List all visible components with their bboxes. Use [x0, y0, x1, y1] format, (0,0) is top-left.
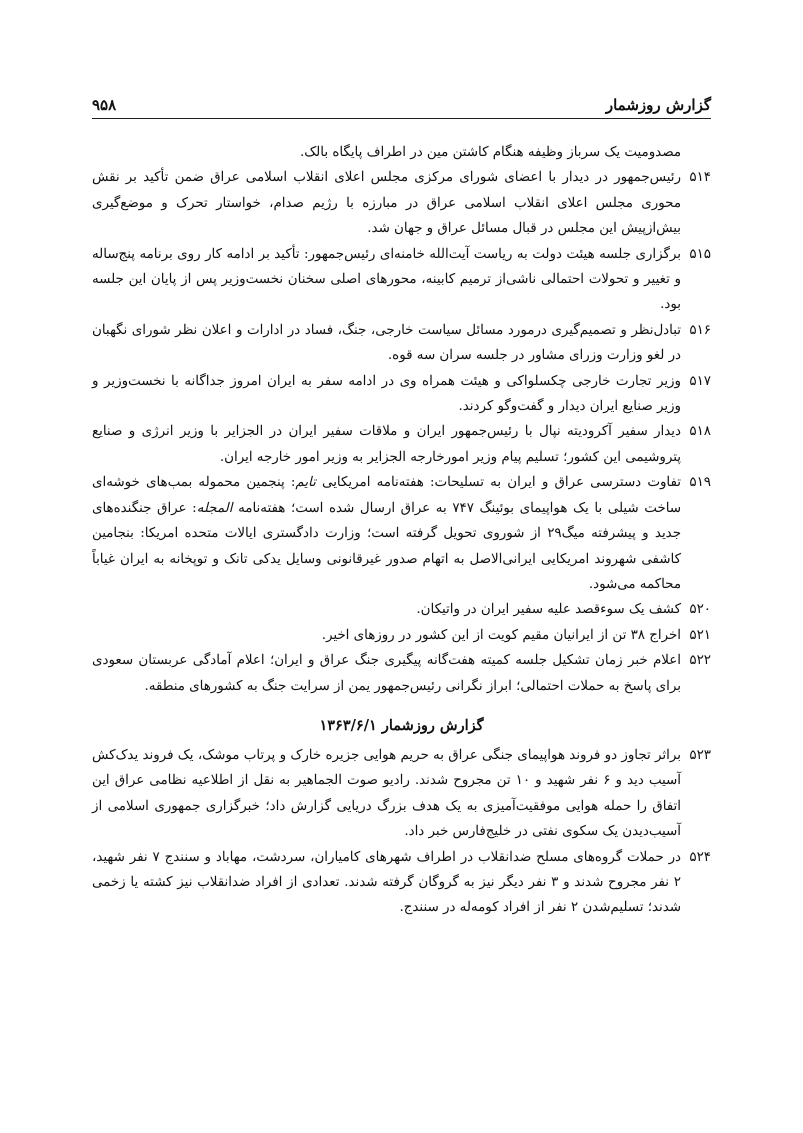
publication-name: تایم — [295, 475, 316, 491]
entry-text-part: تفاوت دسترسی عراق و ایران به تسلیحات: هفته‌نامه امریکایی — [315, 475, 681, 491]
entry-text: اعلام خبر زمان تشکیل جلسه کمیته هفت‌گانه پیگیری جنگ عراق و ایران؛ اعلام آمادگی عربستان سعودی برای پاسخ به حملات احتمالی؛ ابراز نگرانی رئیس‌جمهور یمن از سرایت جنگ به کشورهای منطقه. — [92, 653, 682, 694]
entry-520 — [92, 597, 711, 622]
page-header — [92, 88, 711, 114]
entry-number: ۵۲۴ — [689, 849, 711, 865]
entry-text-part: : پنجمین محموله بمب‌های خوشه‌ای ساخت شیلی با یک هواپیمای بوئینگ ۷۴۷ به عراق ارسال شده است؛ هفته‌نامه — [92, 475, 681, 516]
entry-text: کشف یک سوءقصد علیه سفیر ایران در واتیکان. — [416, 602, 681, 618]
entry-number: ۵۱۵ — [689, 246, 711, 262]
header-divider — [92, 118, 711, 119]
entry-text: اخراج ۳۸ تن از ایرانیان مقیم کویت از این کشور در روزهای اخیر. — [321, 627, 681, 643]
entry-number: ۵۱۹ — [689, 475, 711, 491]
entry-517 — [92, 369, 711, 420]
entry-523 — [92, 743, 711, 845]
entry-514 — [92, 165, 711, 241]
entry-number: ۵۱۶ — [689, 322, 711, 338]
running-title: گزارش روزشمار — [605, 96, 711, 114]
section-heading: گزارش روزشمار ۱۳۶۳/۶/۱ — [319, 716, 484, 734]
entry-text: برگزاری جلسه هیئت دولت به ریاست آیت‌الله خامنه‌ای رئیس‌جمهور: تأکید بر ادامه کار روی برنامه پنج‌ساله و تغییر و تحولات احتمالی ناشی‌از ترمیم کابینه، محورهای اصلی سخنان نخست‌وزیر پس از پایان این جلسه بود. — [92, 246, 681, 313]
entry-519 — [92, 470, 711, 597]
entry-513-continuation — [92, 140, 711, 165]
entry-524 — [92, 845, 711, 921]
entry-number: ۵۱۷ — [689, 373, 711, 389]
entry-text: مصدومیت یک سرباز وظیفه هنگام کاشتن مین در اطراف پایگاه بالک. — [299, 145, 681, 160]
entry-522 — [92, 648, 711, 699]
document-body — [92, 140, 711, 921]
entry-number: ۵۲۰ — [689, 602, 711, 618]
entry-515 — [92, 242, 711, 318]
entry-text-part: : عراق جنگنده‌های جدید و پیشرفته میگ۲۹ از شوروی تحویل گرفته است؛ وزارت دادگستری ایالات متحده امریکا: بنجامین کاشفی شهروند امریکایی ایرانی‌الاصل به اتهام صدور غیرقانونی وسایل یدکی تانک و توپخانه به ایران غیاباً محاکمه می‌شود. — [92, 500, 681, 592]
entry-number: ۵۱۸ — [689, 424, 711, 440]
entry-number: ۵۲۲ — [689, 653, 711, 669]
entry-text: دیدار سفیر آکرودیته نپال با رئیس‌جمهور ایران و ملاقات سفیر ایران در الجزایر با وزیر انرژی و صنایع پتروشیمی این کشور؛ تسلیم پیام وزیر امورخارجه الجزایر به وزیر امور خارجه ایران. — [92, 424, 681, 465]
entry-number: ۵۲۳ — [689, 747, 711, 763]
entry-number: ۵۱۴ — [689, 170, 711, 186]
publication-name: المجله — [196, 500, 233, 516]
entry-number: ۵۲۱ — [689, 627, 711, 643]
entry-text: رئیس‌جمهور در دیدار با اعضای شورای مرکزی مجلس اعلای انقلاب اسلامی عراق ضمن تأکید بر نقش محوری مجلس اعلای انقلاب اسلامی عراق در مبارزه با رژیم صدام، خواستار تحرک و موضع‌گیری بیش‌ازپیش این مجلس در قبال مسائل عراق و جهان شد. — [92, 170, 681, 237]
entry-516 — [92, 318, 711, 369]
entry-text: در حملات گروه‌های مسلح ضدانقلاب در اطراف شهرهای کامیاران، سردشت، مهاباد و سنندج ۷ نفر شهید، ۲ نفر مجروح شدند و ۳ نفر دیگر نیز به گروگان گرفته شدند. تعدادی از افراد ضدانقلاب نیز کشته یا زخمی شدند؛ تسلیم‌شدن ۲ نفر از افراد کومه‌له در سنندج. — [92, 849, 681, 916]
entry-text: براثر تجاوز دو فروند هواپیمای جنگی عراق به حریم هوایی جزیره خارک و پرتاب موشک، یک فروند یدک‌کش آسیب دید و ۶ نفر شهید و ۱۰ تن مجروح شدند. رادیو صوت الجماهیر به نقل از اطلاعیه نظامی عراق این اتفاق را حمله هوایی موفقیت‌آمیزی به یک هدف بزرگ دریایی گزارش داد؛ خبرگزاری جمهوری اسلامی از آسیب‌دیدن یک سکوی نفتی در خلیج‌فارس خبر داد. — [92, 747, 681, 840]
entry-text: وزیر تجارت خارجی چکسلواکی و هیئت همراه وی در ادامه سفر به ایران امروز جداگانه با نخست‌وزیر و وزیر صنایع ایران دیدار و گفت‌وگو کردند. — [92, 373, 681, 415]
page-number: ۹۵۸ — [92, 96, 117, 114]
entry-521 — [92, 623, 711, 648]
entry-text: تبادل‌نظر و تصمیم‌گیری درمورد مسائل سیاست خارجی، جنگ، فساد در ادارات و اعلان نظر شورای نگهبان در لغو وزارت وزرای مشاور در جلسه سران سه قوه. — [92, 322, 681, 364]
entry-518 — [92, 419, 711, 470]
